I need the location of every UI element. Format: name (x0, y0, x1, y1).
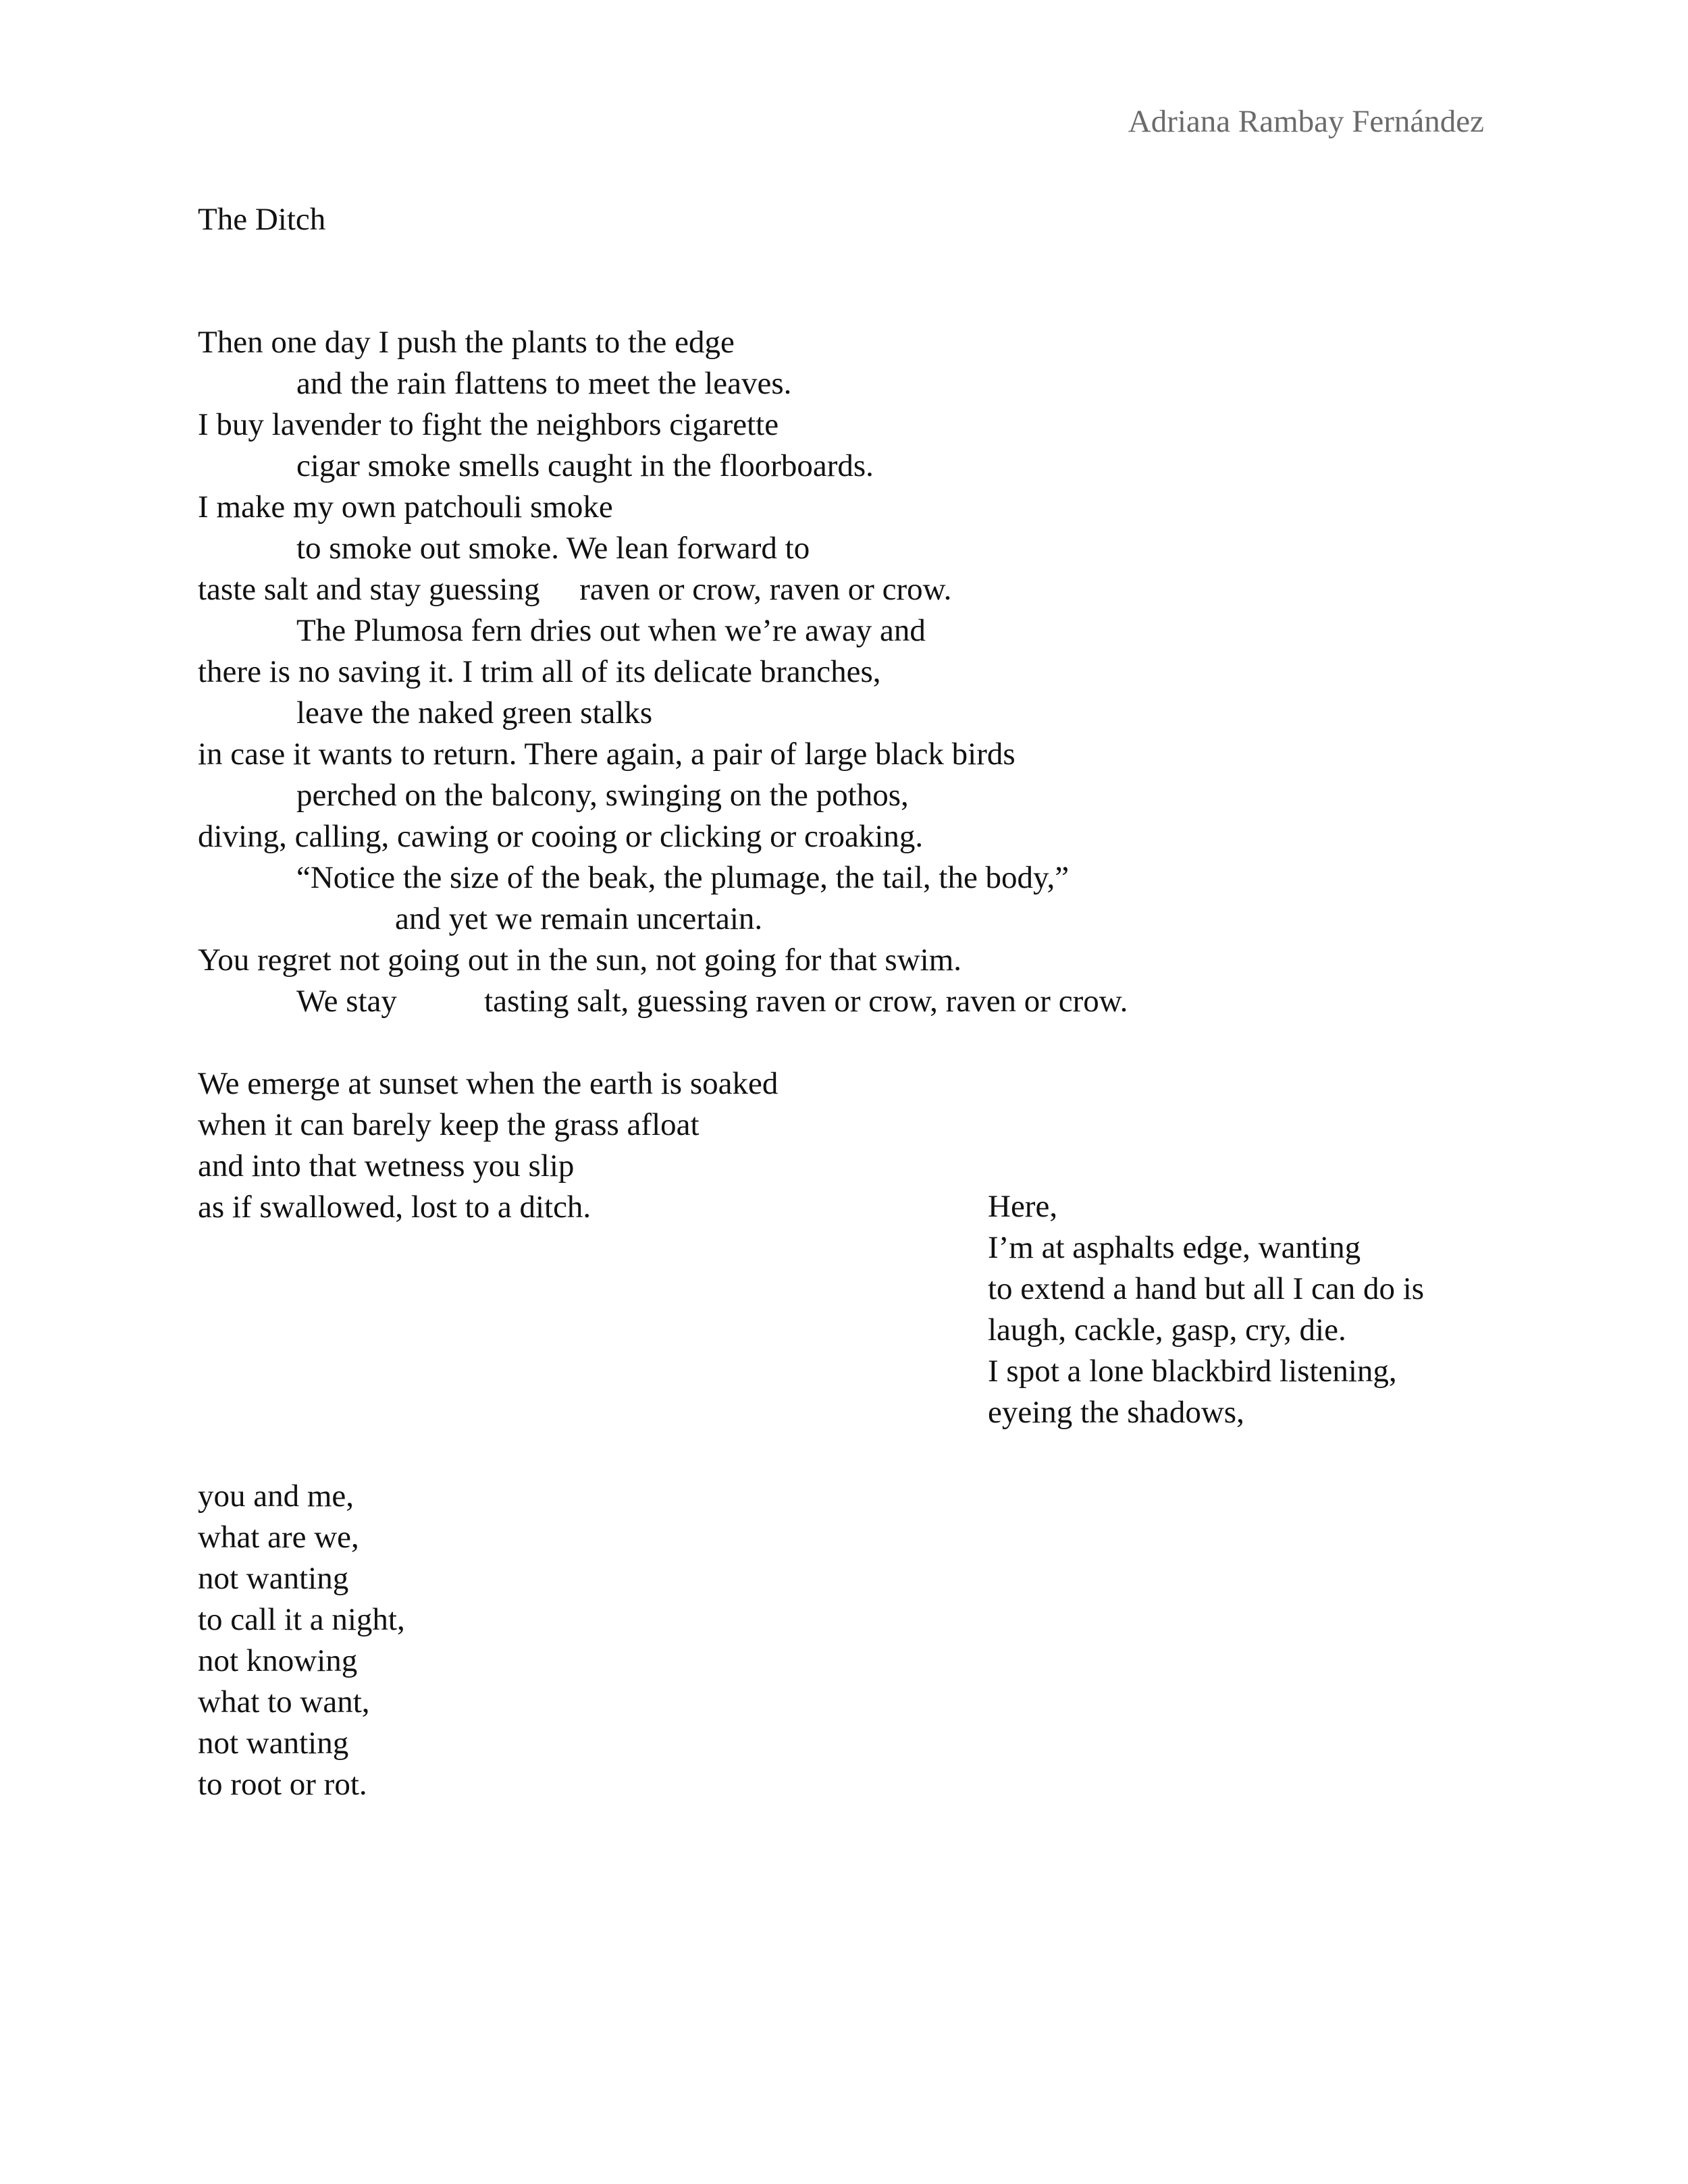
poem-line: there is no saving it. I trim all of its delicate branches, (198, 654, 881, 689)
poem-line: “Notice the size of the beak, the plumage, the tail, the body,” (296, 860, 1070, 895)
poem-line: The Plumosa fern dries out when we’re away and (296, 613, 926, 648)
poem-title: The Ditch (198, 202, 326, 237)
poem-line: I buy lavender to fight the neighbors cigarette (198, 407, 779, 442)
poem-line: to smoke out smoke. We lean forward to (296, 531, 810, 566)
poem-line: perched on the balcony, swinging on the pothos, (296, 778, 909, 813)
poem-line: Then one day I push the plants to the edge (198, 325, 735, 360)
poem-line: not wanting (198, 1561, 349, 1596)
poem-line: what are we, (198, 1520, 359, 1555)
poem-line: as if swallowed, lost to a ditch. (198, 1190, 591, 1225)
poem-line: You regret not going out in the sun, not going for that swim. (198, 942, 962, 978)
poem-line: We stay tasting salt, guessing raven or crow, raven or crow. (296, 984, 1128, 1019)
poem-line: when it can barely keep the grass afloat (198, 1107, 700, 1142)
stanza-3 (988, 1186, 1424, 1433)
poem-line: Here, (988, 1189, 1058, 1224)
poem-line: laugh, cackle, gasp, cry, die. (988, 1312, 1346, 1348)
poem-line: cigar smoke smells caught in the floorboards. (296, 448, 874, 483)
poem-line: what to want, (198, 1684, 370, 1720)
poem-line: diving, calling, cawing or cooing or clicking or croaking. (198, 819, 924, 854)
poem-line: eyeing the shadows, (988, 1395, 1244, 1430)
poem-line: I’m at asphalts edge, wanting (988, 1230, 1361, 1265)
poem-line: I spot a lone blackbird listening, (988, 1354, 1397, 1389)
stanza-2 (198, 1063, 778, 1228)
poem-line: and yet we remain uncertain. (395, 901, 763, 936)
poem-line: you and me, (198, 1479, 354, 1514)
poem-line: leave the naked green stalks (296, 695, 653, 730)
author-name: Adriana Rambay Fernández (1128, 104, 1484, 139)
stanza-1 (198, 322, 1128, 1022)
stanza-4 (198, 1476, 405, 1805)
poem-line: taste salt and stay guessing raven or crow, raven or crow. (198, 572, 952, 607)
poem-line: to call it a night, (198, 1602, 405, 1637)
poem-line: not knowing (198, 1643, 358, 1678)
poem-line: not wanting (198, 1726, 349, 1761)
poem-line: to extend a hand but all I can do is (988, 1271, 1425, 1306)
poem-line: I make my own patchouli smoke (198, 489, 613, 525)
poem-line: in case it wants to return. There again, a pair of large black birds (198, 737, 1016, 772)
poem-line: We emerge at sunset when the earth is soaked (198, 1066, 779, 1101)
poem-line: to root or rot. (198, 1767, 367, 1802)
poem-line: and into that wetness you slip (198, 1148, 575, 1183)
poem-line: and the rain flattens to meet the leaves. (296, 366, 792, 401)
